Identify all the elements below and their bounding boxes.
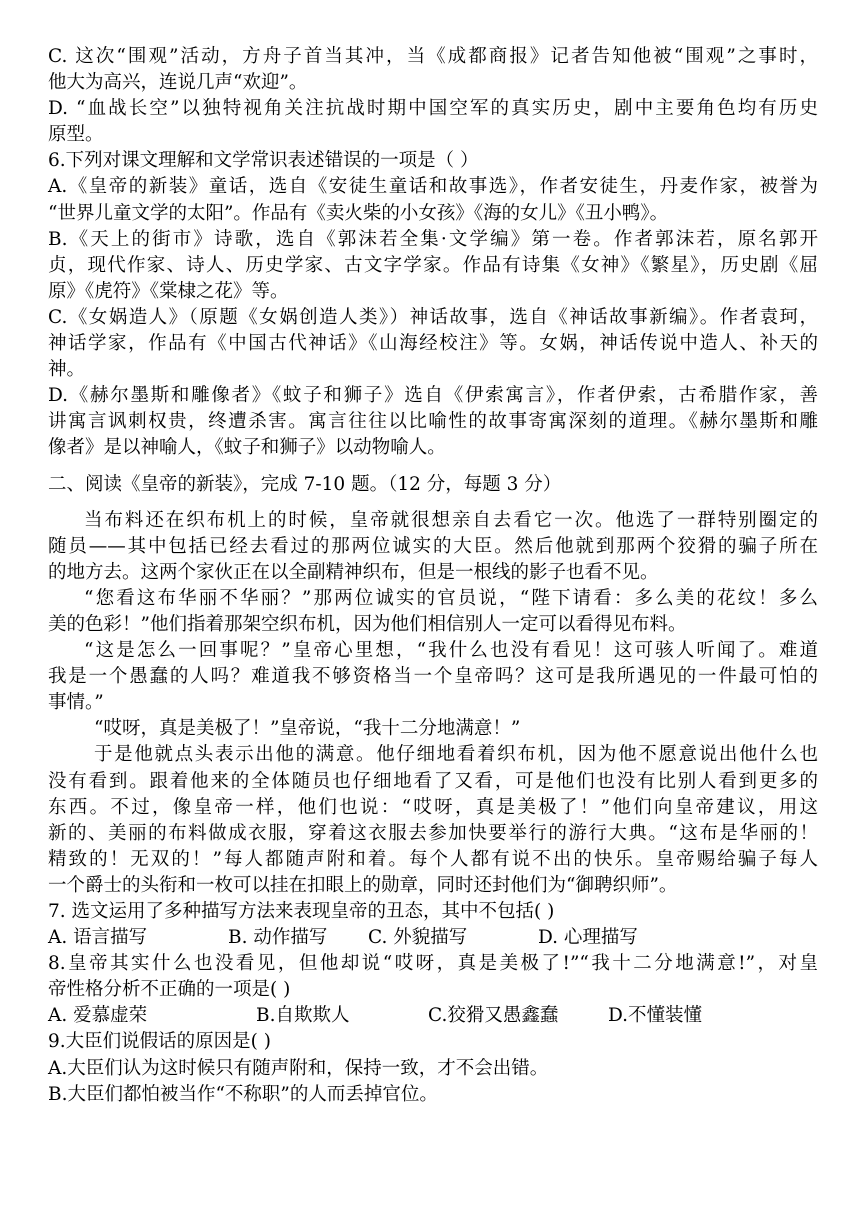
option-6a-line2: “世界儿童文学的太阳”。作品有《卖火柴的小女孩》《海的女儿》《丑小鸭》。 bbox=[48, 202, 669, 224]
passage-p5-line6: 一个爵士的头衔和一枚可以挂在扣眼上的勋章，同时还封他们为“御聘织师”。 bbox=[48, 874, 678, 896]
section-2-heading: 二、阅读《皇帝的新装》，完成 7-10 题。（12 分，每题 3 分） bbox=[48, 473, 562, 495]
q7-option-d: D. 心理描写 bbox=[538, 927, 638, 949]
passage-p3-line2: 我是一个愚蠢的人吗？难道我不够资格当一个皇帝吗？这可是我所遇见的一件最可怕的 bbox=[48, 666, 818, 688]
q7-option-c: C. 外貌描写 bbox=[368, 927, 468, 949]
option-6d-line3: 像者》是以神喻人，《蚊子和狮子》以动物喻人。 bbox=[48, 437, 446, 459]
question-7-stem: 7. 选文运用了多种描写方法来表现皇帝的丑态，其中不包括( ) bbox=[48, 901, 555, 922]
option-6a-line1: A.《皇帝的新装》童话，选自《安徒生童话和故事选》，作者安徒生，丹麦作家，被誉为 bbox=[48, 176, 818, 198]
q7-option-b: B. 动作描写 bbox=[228, 927, 328, 949]
passage-p1-line1: 当布料还在织布机上的时候，皇帝就很想亲自去看它一次。他选了一群特别圈定的 bbox=[84, 509, 818, 531]
option-6c-line1: C.《女娲造人》（原题《女娲创造人类》）神话故事，选自《神话故事新编》。作者袁珂， bbox=[48, 306, 818, 328]
option-6b-line2: 贞，现代作家、诗人、历史学家、古文字学家。作品有诗集《女神》《繁星》，历史剧《屈 bbox=[48, 254, 818, 276]
question-8-stem-line1: 8.皇帝其实什么也没看见，但他却说“哎呀，真是美极了!”“我十二分地满意!”，对皇 bbox=[48, 953, 818, 975]
question-8-stem-line2: 帝性格分析不正确的一项是( ) bbox=[48, 979, 291, 1001]
passage-p1-line2: 随员——其中包括已经去看过的那两位诚实的大臣。然后他就到那两个狡猾的骗子所在 bbox=[48, 535, 818, 557]
option-6d-line1: D.《赫尔墨斯和雕像者》《蚊子和狮子》选自《伊索寓言》，作者伊索，古希腊作家，善 bbox=[48, 385, 818, 407]
option-5c-line1: C. 这次“围观”活动，方舟子首当其冲，当《成都商报》记者告知他被“围观”之事时， bbox=[48, 46, 818, 67]
passage-p5-line2: 没有看到。跟着他来的全体随员也仔细地看了又看，可是他们也没有比别人看到更多的 bbox=[48, 770, 818, 792]
option-5d-line1: D. “血战长空”以独特视角关注抗战时期中国空军的真实历史，剧中主要角色均有历史 bbox=[48, 98, 818, 120]
question-7-options bbox=[48, 925, 818, 951]
option-6c-line3: 神。 bbox=[48, 359, 86, 381]
q8-option-d: D.不懂装懂 bbox=[608, 1005, 703, 1027]
passage-p5-line3: 东西。不过，像皇帝一样，他们也说：“哎呀，真是美极了！”他们向皇帝建议，用这 bbox=[48, 796, 818, 818]
passage-p3-line1: “这是怎么一回事呢？”皇帝心里想，“我什么也没有看见！这可骇人听闻了。难道 bbox=[84, 640, 818, 662]
question-6-stem: 6.下列对课文理解和文学常识表述错误的一项是（ ） bbox=[48, 150, 479, 172]
option-6c-line2: 神话学家，作品有《中国古代神话》《山海经校注》等。女娲，神话传说中造人、补天的 bbox=[48, 333, 818, 355]
q8-option-b: B.自欺欺人 bbox=[256, 1005, 350, 1027]
passage-p1-line3: 的地方去。这两个家伙正在以全副精神织布，但是一根线的影子也看不见。 bbox=[48, 561, 659, 583]
passage-p5-line4: 新的、美丽的布料做成衣服，穿着这衣服去参加快要举行的游行大典。“这布是华丽的！ bbox=[48, 822, 818, 844]
exam-page bbox=[48, 44, 818, 1108]
question-8-options bbox=[48, 1003, 818, 1029]
q8-option-c: C.狡猾又愚鑫蠢 bbox=[428, 1005, 559, 1027]
passage-p2-line2: 美的色彩！”他们指着那架空织布机，因为他们相信别人一定可以看得见布料。 bbox=[48, 613, 687, 635]
option-5d-line2: 原型。 bbox=[48, 124, 104, 146]
passage-p2-line1: “您看这布华丽不华丽？”那两位诚实的官员说，“陛下请看：多么美的花纹！多么 bbox=[84, 587, 818, 609]
option-6d-line2: 讲寓言讽刺权贵，终遭杀害。寓言往往以比喻性的故事寄寓深刻的道理。《赫尔墨斯和雕 bbox=[48, 411, 818, 433]
option-5c-line2: 他大为高兴，连说几声“欢迎”。 bbox=[48, 72, 308, 94]
q8-option-a: A. 爱慕虚荣 bbox=[48, 1005, 148, 1027]
option-9b: B.大臣们都怕被当作“不称职”的人而丢掉官位。 bbox=[48, 1083, 438, 1105]
passage-p3-line3: 事情。” bbox=[48, 692, 104, 714]
q7-option-a: A. 语言描写 bbox=[48, 927, 148, 949]
passage-p4-line1: “哎呀，真是美极了！”皇帝说，“我十二分地满意！” bbox=[94, 718, 521, 740]
option-6b-line3: 原》《虎符》《棠棣之花》等。 bbox=[48, 280, 289, 302]
passage-p5-line5: 精致的！无双的！”每人都随声附和着。每个人都有说不出的快乐。皇帝赐给骗子每人 bbox=[48, 848, 818, 870]
option-9a: A.大臣们认为这时候只有随声附和，保持一致，才不会出错。 bbox=[48, 1057, 549, 1079]
question-9-stem: 9.大臣们说假话的原因是( ) bbox=[48, 1031, 271, 1053]
passage-p5-line1: 于是他就点头表示出他的满意。他仔细地看着织布机，因为他不愿意说出他什么也 bbox=[94, 744, 818, 766]
option-6b-line1: B.《天上的街市》诗歌，选自《郭沫若全集·文学编》第一卷。作者郭沫若，原名郭开 bbox=[48, 228, 818, 250]
